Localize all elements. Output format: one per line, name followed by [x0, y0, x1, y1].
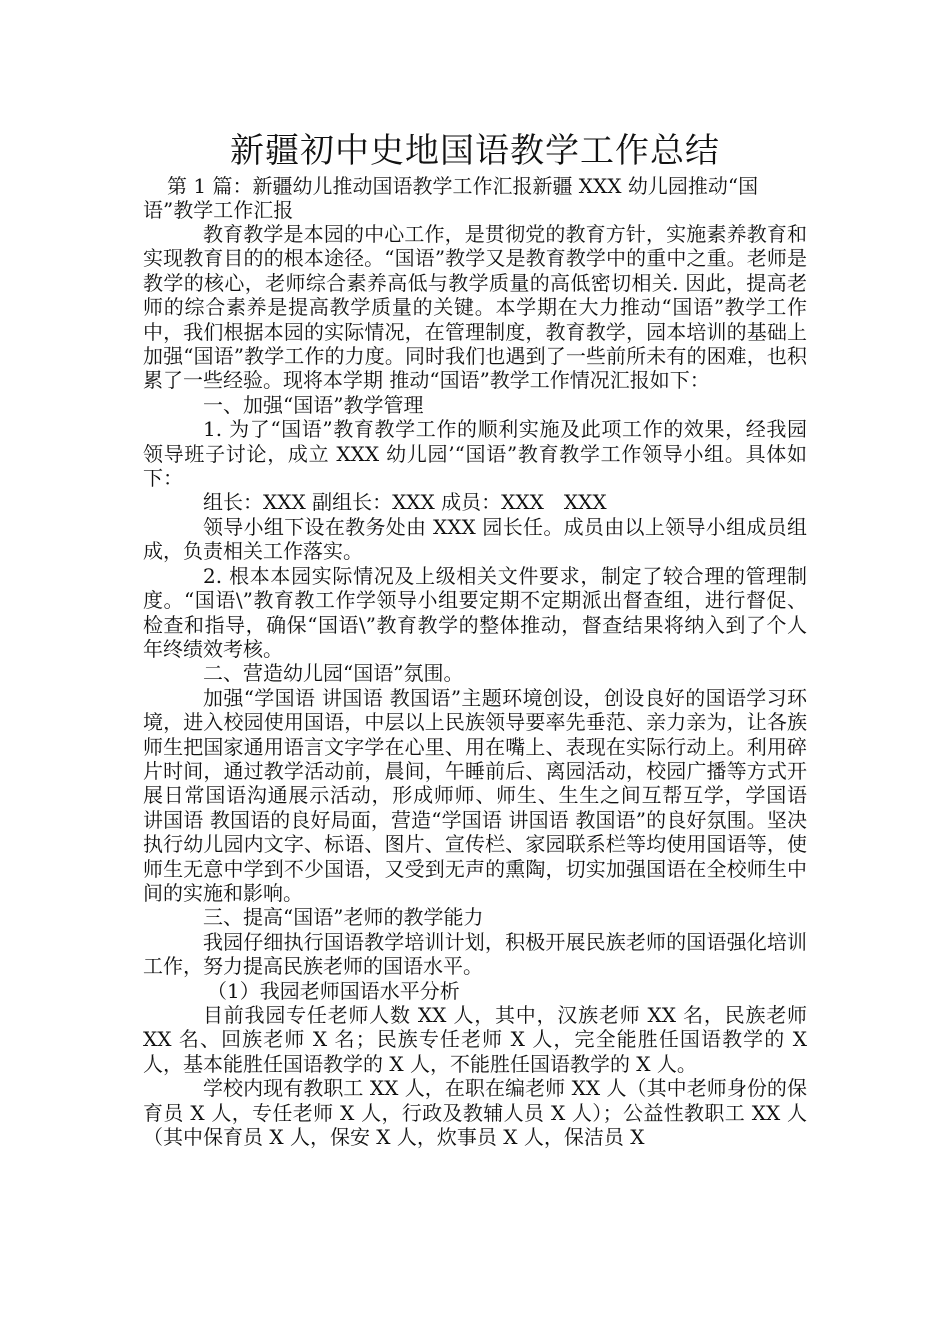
paragraph-group-members: 组长：XXX 副组长：XXX 成员：XXX XXX	[203, 490, 607, 515]
paragraph-intro: 教育教学是本园的中心工作，是贯彻党的教育方针，实施素养教育和实现教育目的的根本途径。“国语”教学又是教育教学中的重中之重。老师是教学的核心，老师综合素养高低与教学质量的高低密切相关. 因此，提高老师的综合素养是提高教学质量的关键。本学期在大力推动“国语”教学工作中，我们根据本园的实际情况，在管理制度，教育教学，园本培训的基础上加强“国语”教学工作的力度。同时我们也遇到了一些前所未有的困难，也积累了一些经验。现将本学期 推动“国语”教学工作情况汇报如下：	[143, 222, 807, 393]
paragraph-group-office: 领导小组下设在教务处由 XXX 园长任。成员由以上领导小组成员组成，负责相关工作落实。	[143, 514, 807, 564]
section-heading-2: 二、营造幼儿园“国语”氛围。	[203, 661, 464, 686]
paragraph-staff-count: 学校内现有教职工 XX 人，在职在编老师 XX 人（其中老师身份的保育员 X 人，专任老师 X 人，行政及教辅人员 X 人）；公益性教职工 XX 人（其中保育员 X 人，保安 X 人，炊事员 X 人，保洁员 X	[143, 1076, 807, 1150]
document-page	[143, 128, 807, 1149]
section-heading-1: 一、加强“国语”教学管理	[203, 392, 424, 417]
paragraph-management-system: 2. 根本本园实际情况及上级相关文件要求，制定了较合理的管理制度。“国语\”教育教工作学领导小组要定期不定期派出督查组，进行督促、检查和指导，确保“国语\”教育教学的整体推动，督查结果将纳入到了个人年终绩效考核。	[143, 563, 807, 661]
paragraph-teacher-count: 目前我园专任老师人数 XX 人，其中，汉族老师 XX 名，民族老师 XX 名、回族老师 X 名；民族专任老师 X 人，完全能胜任国语教学的 X 人，基本能胜任国语教学的 X 人，不能胜任国语教学的 X 人。	[143, 1003, 807, 1076]
paragraph-leadership-group: 1. 为了“国语”教育教学工作的顺利实施及此项工作的效果，经我园领导班子讨论，成立 XXX 幼儿园’“国语”教育教学工作领导小组。具体如下：	[143, 417, 807, 491]
document-title: 新疆初中史地国语教学工作总结	[230, 131, 720, 171]
paragraph-training: 我园仔细执行国语教学培训计划，积极开展民族老师的国语强化培训工作，努力提高民族老师的国语水平。	[143, 929, 807, 979]
paragraph-atmosphere: 加强“学国语 讲国语 教国语”主题环境创设，创设良好的国语学习环境，进入校园使用国语，中层以上民族领导要率先垂范、亲力亲为，让各族师生把国家通用语言文字学在心里、用在嘴上、表现在实际行动上。利用碎片时间，通过教学活动前，晨间，午睡前后、离园活动，校园广播等方式开展日常国语沟通展示活动，形成师师、师生、生生之间互帮互学，学国语 讲国语 教国语的良好局面，营造“学国语 讲国语 教国语”的良好氛围。坚决执行幼儿园内文字、标语、图片、宣传栏、家园联系栏等均使用国语等，使师生无意中学到不少国语，又受到无声的熏陶，切实加强国语在全校师生中间的实施和影响。	[143, 685, 807, 905]
section-heading-3: 三、提高“国语”老师的教学能力	[203, 905, 484, 930]
document-subtitle: 第 1 篇：新疆幼儿推动国语教学工作汇报新疆 XXX 幼儿园推动“国语”教学工作汇报	[143, 174, 759, 222]
subsection-heading-1: （1）我园老师国语水平分析	[207, 978, 460, 1003]
